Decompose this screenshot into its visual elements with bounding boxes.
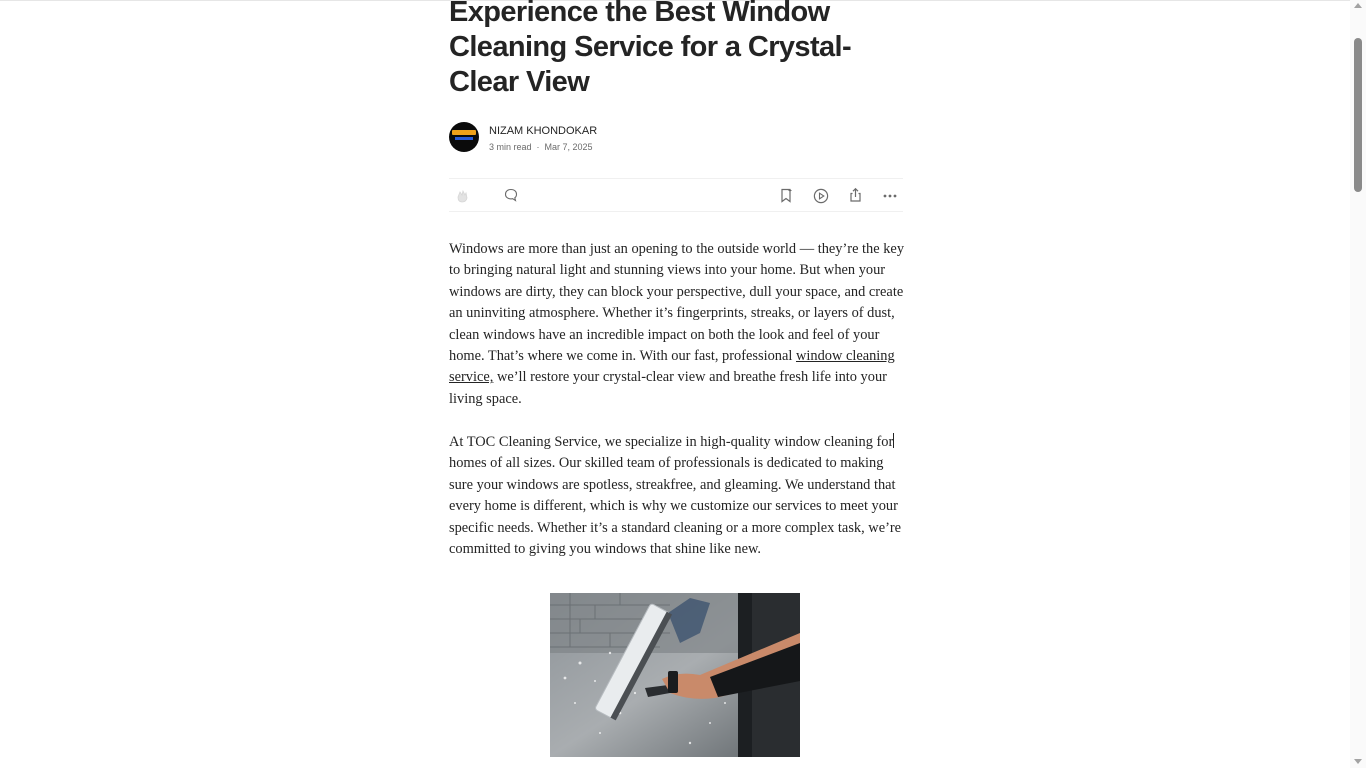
vertical-scrollbar[interactable] <box>1350 0 1366 768</box>
paragraph-text-line: At TOC Cleaning Service, we specialize in high-quality window cleaning for <box>449 434 894 450</box>
paragraph-text: Windows are more than just an opening to the outside world — they’re the key to bringing natural light and stunning views into your home. But when your windows are dirty, they can block your perspective, dull your space, and create an uninviting atmosphere. Whether it’s fingerprints, streaks, or layers of dust, clean windows have an incredible impact on both the look and feel of your home. That’s where we come in. With our fast, professional <box>449 241 905 365</box>
read-time: 3 min read <box>489 142 532 152</box>
window-cleaning-link[interactable]: window cleaning service, <box>449 348 895 386</box>
clap-icon[interactable] <box>455 189 469 203</box>
byline <box>449 122 903 154</box>
window-cleaning-photo <box>550 593 800 757</box>
avatar-logo-mark <box>452 130 476 135</box>
scroll-down-arrow-icon[interactable] <box>1354 759 1362 764</box>
author-avatar[interactable] <box>449 122 479 152</box>
avatar-logo-underline <box>455 137 473 140</box>
paragraph-text: homes of all sizes. Our skilled team of professionals is dedicated to making sure your windows are spotless, streakfree, and gleaming. We understand that every home is different, which is why we customize our services to meet your specific needs. Whether it’s a standard cleaning or a more complex task, we’re committed to giving you windows that shine like new. <box>449 455 902 558</box>
comment-icon[interactable] <box>504 188 518 202</box>
more-icon[interactable] <box>882 189 898 203</box>
scroll-up-arrow-icon[interactable] <box>1354 3 1362 8</box>
play-icon[interactable] <box>813 188 829 204</box>
article-paragraph[interactable] <box>449 432 905 560</box>
article-meta <box>489 142 593 152</box>
meta-separator: · <box>536 142 540 152</box>
bookmark-icon[interactable] <box>779 188 793 203</box>
share-icon[interactable] <box>848 187 863 203</box>
article-paragraph <box>449 239 905 410</box>
paragraph-text: we’ll restore your crystal-clear view and breathe fresh life into your living space. <box>449 369 887 407</box>
scroll-thumb[interactable] <box>1354 38 1362 192</box>
article-title: Experience the Best Window Cleaning Service for a Crystal-Clear View <box>449 0 852 98</box>
article-action-bar <box>449 178 903 212</box>
text-caret <box>893 433 894 448</box>
publish-date: Mar 7, 2025 <box>544 142 593 152</box>
author-name[interactable]: NIZAM KHONDOKAR <box>489 125 598 137</box>
article-image[interactable] <box>550 593 800 757</box>
